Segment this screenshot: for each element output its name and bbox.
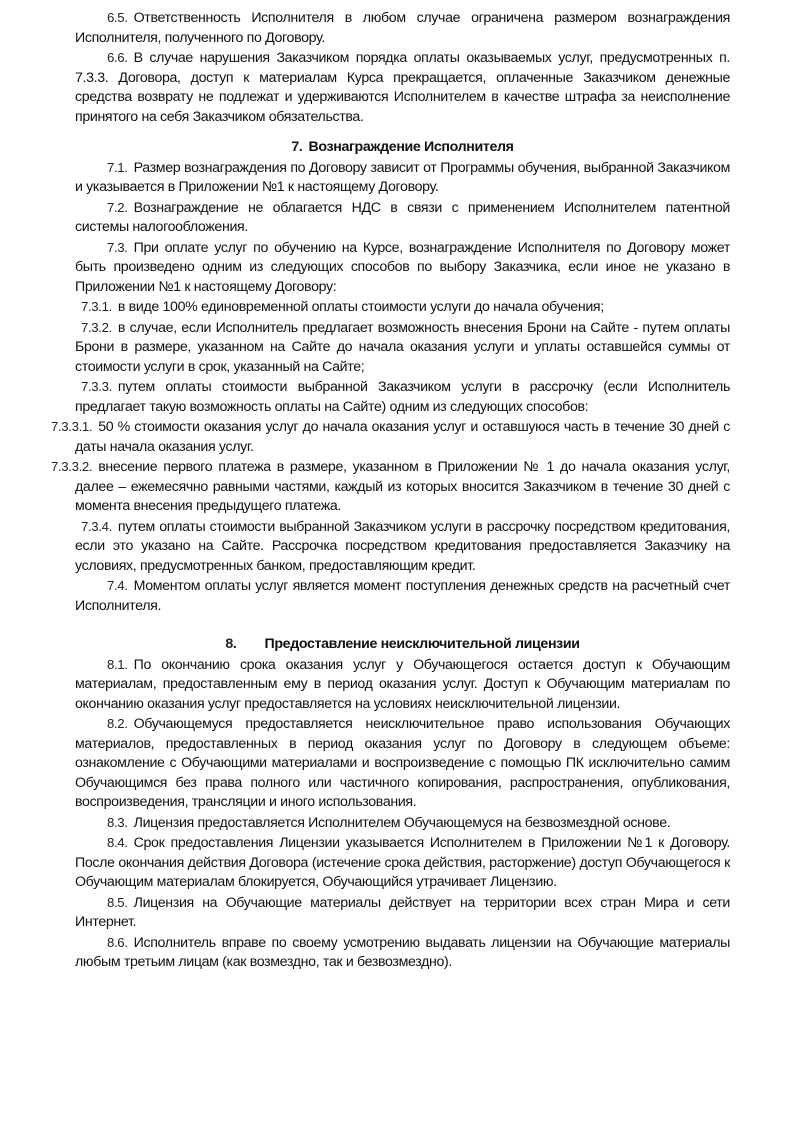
clause-number: 6.5. bbox=[107, 10, 128, 25]
clause-text: Ответственность Исполнителя в любом случае ограничена размером вознаграждения Исполнителя, полученного по Договору. bbox=[75, 10, 730, 46]
clause-8-3 bbox=[75, 813, 730, 834]
section-number: 7. bbox=[291, 139, 303, 155]
clause-text: путем оплаты стоимости выбранной Заказчиком услуги в рассрочку (если Исполнитель предлагает такую возможность оплаты на Сайте) одним из следующих способов: bbox=[75, 379, 730, 415]
clause-text: в виде 100% единовременной оплаты стоимости услуги до начала обучения; bbox=[117, 299, 604, 315]
clause-6-5 bbox=[75, 8, 730, 48]
clause-text: Размер вознаграждения по Договору зависит от Программы обучения, выбранной Заказчиком и указывается в Приложении №1 к настоящему Договору. bbox=[75, 159, 730, 195]
clause-8-5 bbox=[75, 893, 730, 933]
clause-text: В случае нарушения Заказчиком порядка оплаты оказываемых услуг, предусмотренных п. 7.3.3. Договора, доступ к материалам Курса прекращается, оплаченные Заказчиком денежные средства возврату не подлежат и удерживаются Исполнителем в качестве штрафа за неисполнение принятого на себя Заказчиком обязательства. bbox=[75, 50, 730, 125]
section-title: Вознаграждение Исполнителя bbox=[308, 139, 514, 155]
clause-8-1 bbox=[75, 655, 730, 715]
section-8-heading bbox=[75, 635, 730, 655]
clause-number: 7.1. bbox=[107, 159, 128, 175]
document-page bbox=[51, 8, 730, 973]
clause-number: 8.6. bbox=[107, 934, 128, 950]
clause-text: Срок предоставления Лицензии указывается Исполнителем в Приложении №1 к Договору. После окончания действия Договора (истечение срока действия, расторжение) доступ Обучающегося к Обучающим материалам блокируется, Обучающийся утрачивает Лицензию. bbox=[75, 835, 730, 890]
clause-7-3-3 bbox=[75, 377, 730, 417]
clause-text: путем оплаты стоимости выбранной Заказчиком услуги в рассрочку посредством кредитования, если это указано на Сайте. Рассрочка посредством кредитования предоставляется Заказчику на условиях, предусмотренных банком, предоставляющим кредит. bbox=[75, 518, 730, 574]
clause-text: в случае, если Исполнитель предлагает возможность внесения Брони на Сайте - путем оплаты Брони в размере, указанном на Сайте до начала оказания услуги и уплаты оставшейся суммы от стоимости услуги в срок, указанный на Сайте; bbox=[75, 319, 730, 375]
clause-7-3-2 bbox=[75, 318, 730, 378]
clause-7-3-1 bbox=[75, 297, 730, 318]
clause-number: 7.3.4. bbox=[81, 518, 112, 534]
clause-number: 8.3. bbox=[107, 814, 128, 830]
clause-text: Лицензия предоставляется Исполнителем Обучающемуся на безвозмездной основе. bbox=[133, 814, 671, 831]
clause-7-1 bbox=[75, 158, 730, 198]
clause-number: 7.3. bbox=[107, 239, 128, 255]
clause-text: Исполнитель вправе по своему усмотрению выдавать лицензии на Обучающие материалы любым третьим лицам (как возмездно, так и безвозмездно). bbox=[75, 934, 730, 970]
section-7-heading bbox=[75, 138, 730, 158]
clause-number: 7.3.3. bbox=[81, 379, 112, 394]
clause-number: 8.5. bbox=[107, 894, 128, 910]
clause-text: Вознаграждение не облагается НДС в связи с применением Исполнителем патентной системы налогообложения. bbox=[75, 199, 730, 235]
clause-text: Моментом оплаты услуг является момент поступления денежных средств на расчетный счет Исполнителя. bbox=[75, 578, 730, 614]
clause-text: внесение первого платежа в размере, указанном в Приложении № 1 до начала оказания услуг, далее – ежемесячно равными частями, каждый из которых вносится Заказчиком в течение 30 дней с момента внесения предыдущего платежа. bbox=[75, 459, 730, 514]
clause-number: 7.3.3.1. bbox=[51, 419, 93, 434]
section-title: Предоставление неисключительной лицензии bbox=[264, 636, 580, 652]
clause-number: 7.3.2. bbox=[81, 319, 112, 335]
clause-text: При оплате услуг по обучению на Курсе, вознаграждение Исполнителя по Договору может быть произведено одним из следующих способов по выбору Заказчика, если иное не указано в Приложении №1 к настоящему Договору: bbox=[75, 239, 730, 295]
clause-number: 7.4. bbox=[107, 578, 128, 593]
clause-text: Лицензия на Обучающие материалы действует на территории всех стран Мира и сети Интернет. bbox=[75, 894, 730, 930]
clause-8-4 bbox=[75, 833, 730, 893]
clause-7-2 bbox=[75, 198, 730, 238]
clause-number: 6.6. bbox=[107, 50, 128, 65]
section-number: 8. bbox=[225, 636, 237, 652]
clause-number: 7.3.1. bbox=[81, 299, 112, 314]
clause-text: Обучающемуся предоставляется неисключительное право использования Обучающих материалов, предоставленных в период оказания услуг по Договору в следующем объеме: ознакомление с Обучающими материалами и воспроизведение с помощью ПК исключительно самим Обучающимся без права полного или частичного копирования, распространения, опубликования, воспроизведения, трансляции и иного использования. bbox=[75, 716, 730, 810]
clause-6-6 bbox=[75, 48, 730, 127]
clause-7-3-3-2 bbox=[51, 457, 730, 517]
clause-7-3-4 bbox=[75, 517, 730, 577]
clause-number: 7.2. bbox=[107, 199, 128, 215]
clause-text: 50 % стоимости оказания услуг до начала оказания услуг и оставшуюся часть в течение 30 дней с даты начала оказания услуг. bbox=[75, 419, 730, 455]
clause-number: 7.3.3.2. bbox=[51, 459, 93, 474]
clause-7-3 bbox=[75, 238, 730, 298]
clause-7-4 bbox=[75, 576, 730, 616]
clause-8-2 bbox=[75, 714, 730, 813]
clause-8-6 bbox=[75, 933, 730, 973]
clause-text: По окончанию срока оказания услуг у Обучающегося остается доступ к Обучающим материалам, предоставленным ему в период оказания услуг. Доступ к Обучающим материалам по окончанию оказания услуг предоставляется на условиях неисключительной лицензии. bbox=[75, 656, 730, 712]
clause-7-3-3-1 bbox=[51, 417, 730, 457]
clause-number: 8.4. bbox=[107, 835, 128, 850]
clause-number: 8.1. bbox=[107, 656, 128, 672]
clause-number: 8.2. bbox=[107, 716, 128, 731]
